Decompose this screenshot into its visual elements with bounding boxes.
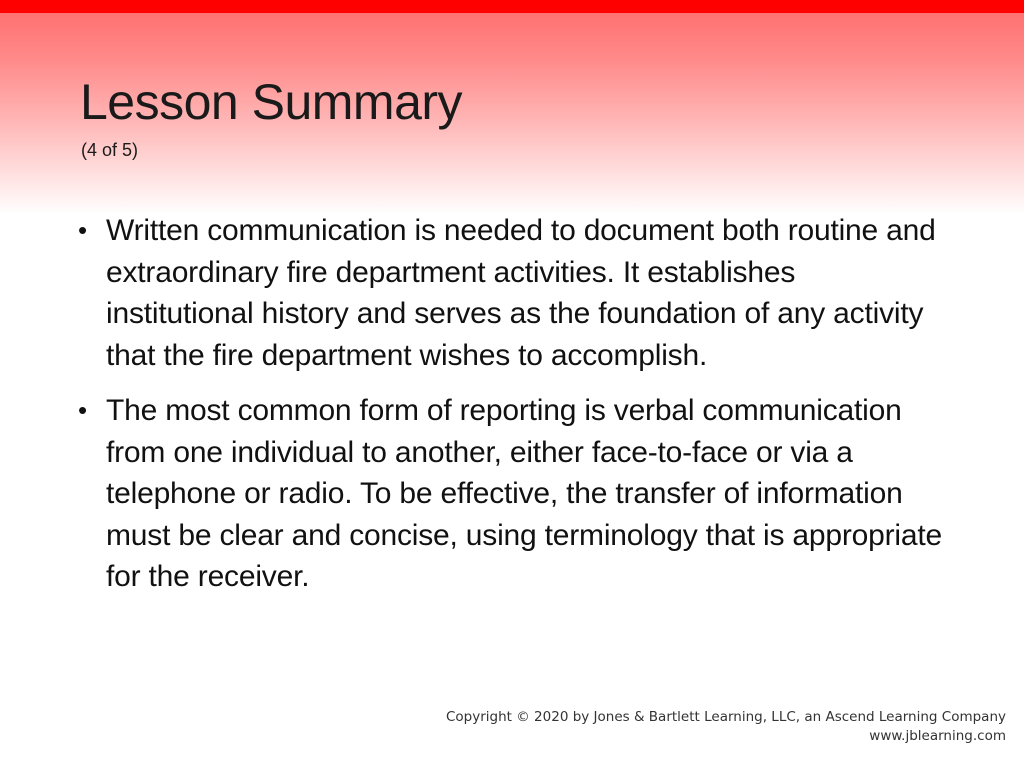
bullet-list bbox=[78, 210, 948, 612]
bullet-text: The most common form of reporting is verbal communication from one individual to another, either face-to-face or via a telephone or radio. To be effective, the transfer of information must be clear and concise, using terminology that is appropriate for the receiver. bbox=[106, 394, 942, 593]
slide-subtitle: (4 of 5) bbox=[81, 140, 139, 160]
bullet-icon: • bbox=[78, 215, 87, 245]
top-accent-bar bbox=[0, 0, 1024, 13]
slide-title: Lesson Summary bbox=[80, 74, 463, 130]
footer bbox=[446, 708, 1006, 746]
website-link: www.jblearning.com bbox=[869, 728, 1006, 744]
bullet-text: Written communication is needed to document both routine and extraordinary fire department activities. It establishes institutional history and serves as the foundation of any activity that the fire department wishes to accomplish. bbox=[106, 214, 936, 372]
bullet-item bbox=[78, 390, 948, 598]
bullet-item bbox=[78, 210, 948, 376]
bullet-icon: • bbox=[78, 395, 87, 425]
copyright-notice: Copyright © 2020 by Jones & Bartlett Learning, LLC, an Ascend Learning Company bbox=[446, 709, 1006, 725]
